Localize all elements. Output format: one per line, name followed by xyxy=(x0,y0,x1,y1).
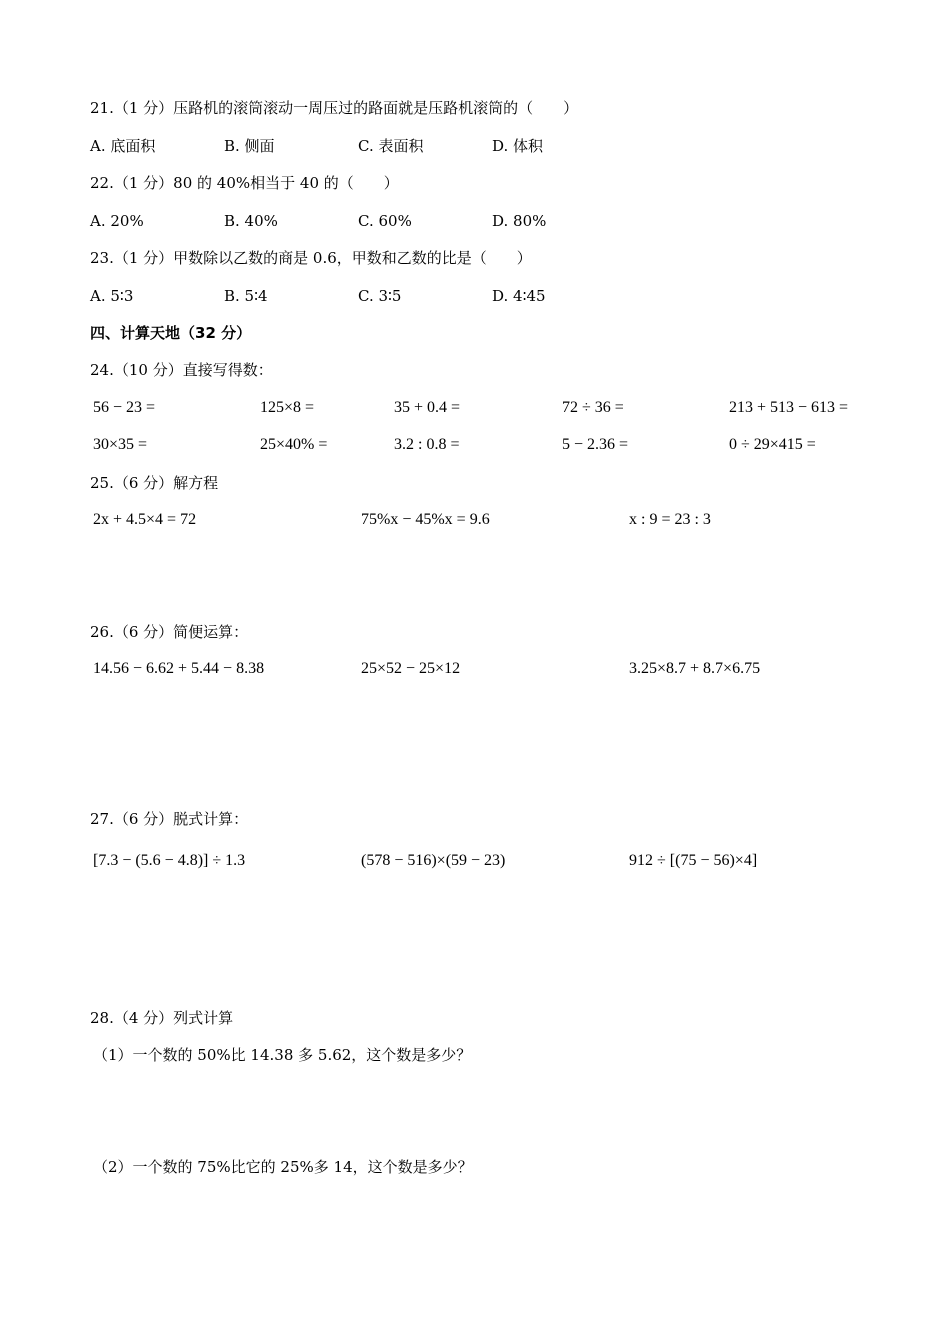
q27-expression-3: 912 ÷ [(75 − 56)×4] xyxy=(629,852,758,869)
q28-subquestion-1: （1）一个数的 50%比 14.38 多 5.62，这个数是多少？ xyxy=(93,1046,472,1064)
q26-expression-3: 3.25×8.7 + 8.7×6.75 xyxy=(629,660,761,677)
q24-row1-item-3: 35 + 0.4 = xyxy=(394,399,461,416)
q24-row2-item-3: 3.2 : 0.8 = xyxy=(394,436,460,453)
q24-row2-item-2: 25×40% = xyxy=(260,436,328,453)
question-25-stem: 25.（6 分）解方程 xyxy=(90,474,219,492)
question-22-stem: 22.（1 分）80 的 40%相当于 40 的（ ） xyxy=(90,174,399,192)
question-24-stem: 24.（10 分）直接写得数： xyxy=(90,361,273,379)
q25-equation-3: x : 9 = 23 : 3 xyxy=(629,511,711,528)
question-28-stem: 28.（4 分）列式计算 xyxy=(90,1009,234,1027)
q28-subquestion-2: （2）一个数的 75%比它的 25%多 14，这个数是多少？ xyxy=(93,1158,473,1176)
question-21-option-d: D. 体积 xyxy=(492,137,544,155)
question-26-stem: 26.（6 分）简便运算： xyxy=(90,623,249,641)
q27-expression-1: [7.3 − (5.6 − 4.8)] ÷ 1.3 xyxy=(93,852,246,869)
question-22-option-c: C. 60% xyxy=(358,212,412,230)
question-22-option-a: A. 20% xyxy=(90,212,144,230)
q24-row1-item-2: 125×8 = xyxy=(260,399,315,416)
q26-expression-1: 14.56 − 6.62 + 5.44 − 8.38 xyxy=(93,660,265,677)
question-23-option-b: B. 5∶4 xyxy=(224,287,268,305)
q24-row2-item-4: 5 − 2.36 = xyxy=(562,436,629,453)
q24-row1-item-5: 213 + 513 − 613 = xyxy=(729,399,849,416)
question-21-option-a: A. 底面积 xyxy=(90,137,156,155)
question-21-stem: 21.（1 分）压路机的滚筒滚动一周压过的路面就是压路机滚筒的（ ） xyxy=(90,99,579,117)
question-23-option-a: A. 5∶3 xyxy=(90,287,134,305)
q25-equation-1: 2x + 4.5×4 = 72 xyxy=(93,511,197,528)
question-23-option-c: C. 3∶5 xyxy=(358,287,402,305)
question-23-stem: 23.（1 分）甲数除以乙数的商是 0.6，甲数和乙数的比是（ ） xyxy=(90,249,532,267)
section-4-title: 四、计算天地（32 分） xyxy=(90,324,252,342)
q26-expression-2: 25×52 − 25×12 xyxy=(361,660,461,677)
q24-row1-item-1: 56 − 23 = xyxy=(93,399,156,416)
q24-row1-item-4: 72 ÷ 36 = xyxy=(562,399,624,416)
q27-expression-2: (578 − 516)×(59 − 23) xyxy=(361,852,506,869)
q24-row2-item-1: 30×35 = xyxy=(93,436,148,453)
question-23-option-d: D. 4∶45 xyxy=(492,287,546,305)
question-21-option-c: C. 表面积 xyxy=(358,137,424,155)
question-22-option-d: D. 80% xyxy=(492,212,547,230)
q24-row2-item-5: 0 ÷ 29×415 = xyxy=(729,436,816,453)
question-21-option-b: B. 侧面 xyxy=(224,137,275,155)
question-22-option-b: B. 40% xyxy=(224,212,278,230)
question-27-stem: 27.（6 分）脱式计算： xyxy=(90,810,249,828)
q25-equation-2: 75%x − 45%x = 9.6 xyxy=(361,511,490,528)
